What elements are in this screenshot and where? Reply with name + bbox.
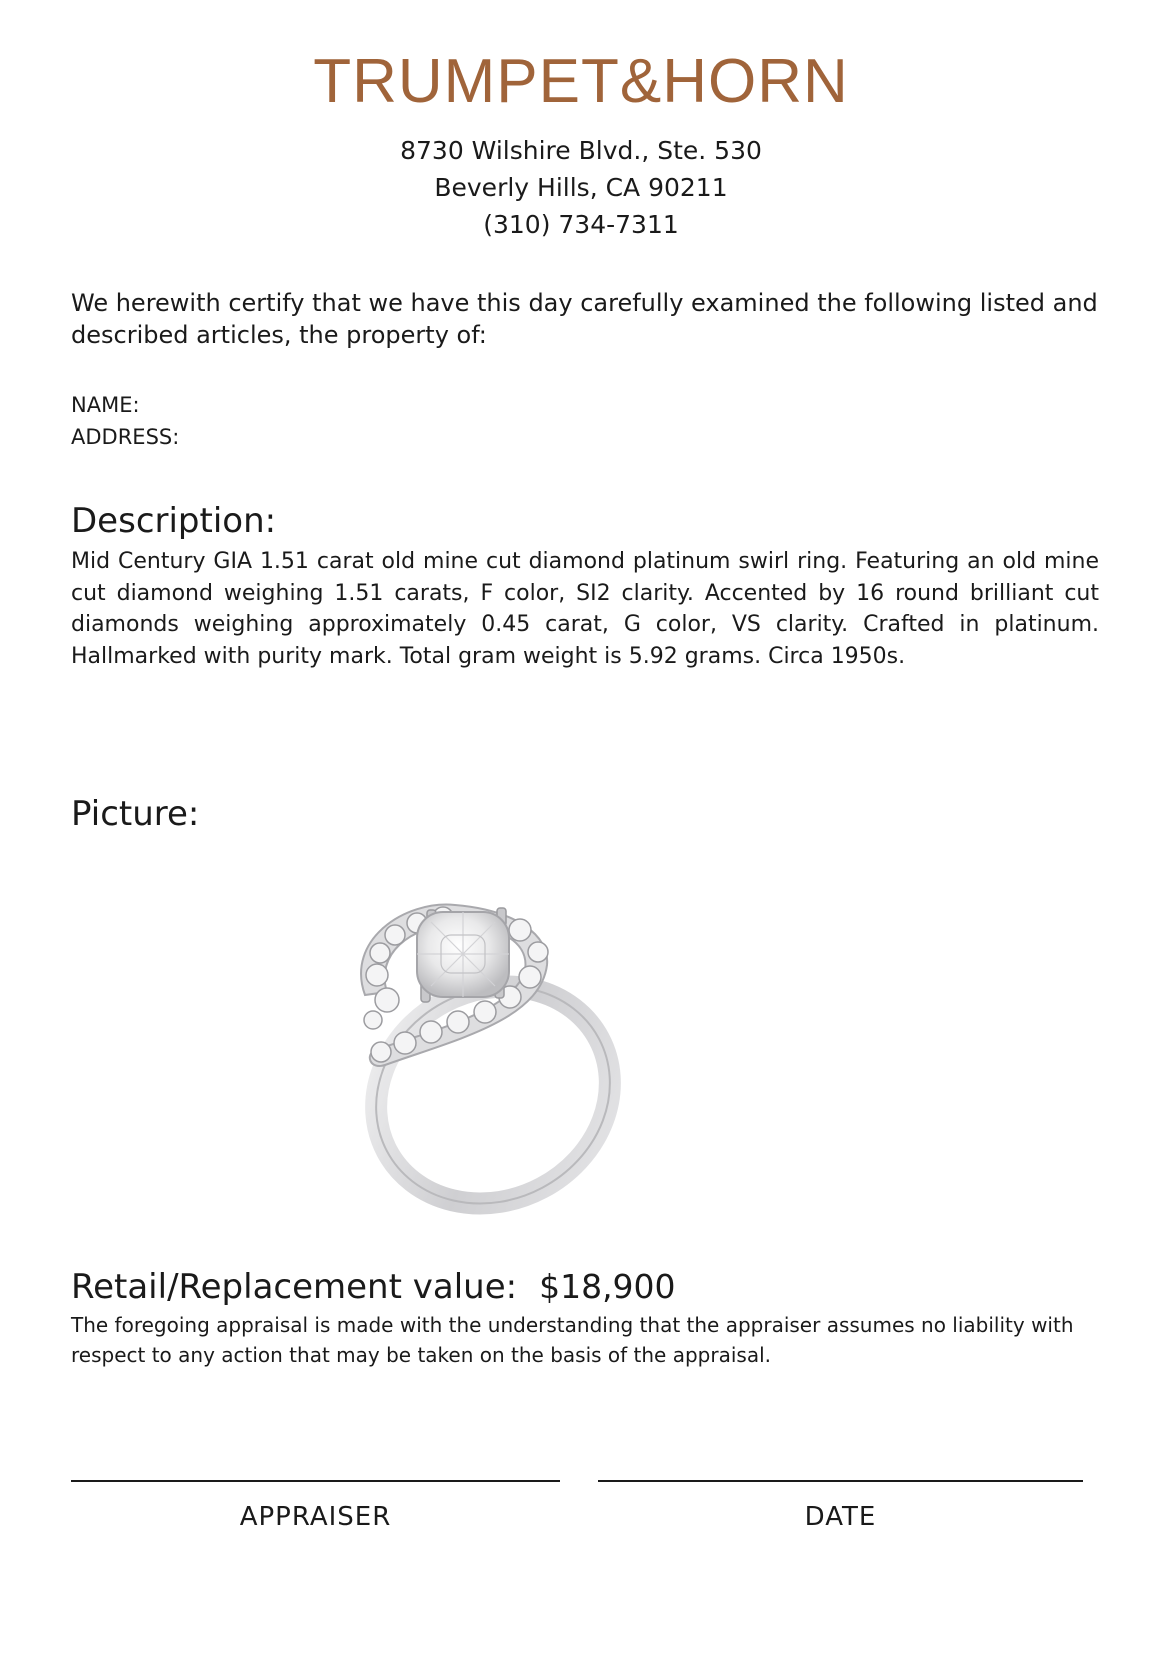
picture-heading: Picture:: [71, 794, 200, 834]
address-line-2: Beverly Hills, CA 90211: [434, 173, 728, 202]
owner-fields: [71, 389, 179, 453]
date-signature-line: [598, 1480, 1083, 1482]
store-address: [0, 132, 1162, 243]
address-line-1: 8730 Wilshire Blvd., Ste. 530: [400, 136, 762, 165]
appraiser-label: APPRAISER: [239, 1502, 392, 1532]
phone-number: (310) 734-7311: [483, 210, 679, 239]
ring-image: [325, 880, 645, 1225]
date-label: DATE: [804, 1502, 877, 1532]
appraiser-signature-line: [71, 1480, 560, 1482]
address-label: ADDRESS:: [71, 425, 180, 449]
description-heading: Description:: [71, 501, 277, 541]
description-text: Mid Century GIA 1.51 carat old mine cut diamond platinum swirl ring. Featuring an old mine cut diamond weighing 1.51 carats, F color, SI2 clarity. Accented by 16 round brilliant cut diamonds weighing approximately 0.45 carat, G color, VS clarity. Crafted in platinum. Hallmarked with purity mark. Total gram weight is 5.92 grams. Circa 1950s.: [71, 549, 1099, 669]
brand-logo: TRUMPET&HORN: [313, 47, 849, 116]
retail-value-amount: $18,900: [539, 1267, 676, 1306]
retail-value-row: [71, 1266, 676, 1308]
disclaimer-text: The foregoing appraisal is made with the understanding that the appraiser assumes no liability with respect to any action that may be taken on the basis of the appraisal.: [71, 1313, 1074, 1367]
name-label: NAME:: [71, 393, 140, 417]
retail-value-label: Retail/Replacement value:: [71, 1267, 518, 1307]
certification-statement: We herewith certify that we have this day carefully examined the following listed and described articles, the property of:: [71, 289, 1098, 349]
